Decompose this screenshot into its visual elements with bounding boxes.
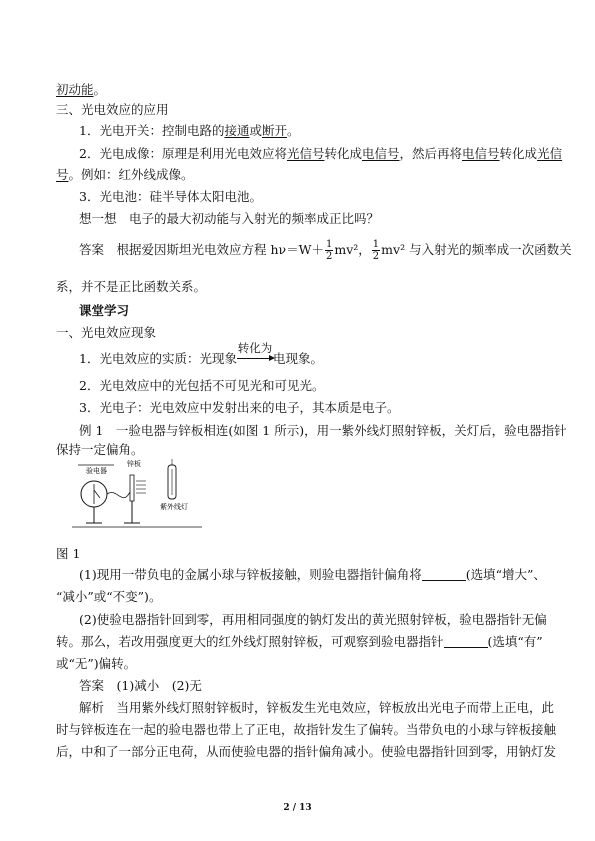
think-answer-cont: 系，并不是正比函数关系。 <box>56 279 207 294</box>
analysis-text: 解析 当用紫外线灯照射锌板时，锌板发生光电效应，锌板放出光电子而带上正电，此 <box>79 700 555 715</box>
example-1-text: 例 1 一验电器与锌板相连(如图 1 所示)，用一紫外线灯照射锌板，关灯后，验电器指针 <box>79 423 567 438</box>
analysis-text-cont2: 后，中和了一部分正电荷，从而使验电器的指针偏角减小。使验电器指针回到零，用钠灯发 <box>56 744 557 759</box>
page-number: 2 / 13 <box>283 803 312 813</box>
example-answer: 答案 (1)减小 (2)无 <box>79 678 202 693</box>
section-title-class-study: 课堂学习 <box>79 303 130 318</box>
item-light-types: 2．光电效应中的光包括不可见光和可见光。 <box>79 378 325 393</box>
figure-caption: 图 1 <box>56 546 81 561</box>
item-essence: 1．光电效应的实质：光现象 转化为 电现象。 <box>79 341 323 366</box>
question-2-cont: 转。那么，若改用强度更大的红外线灯照射锌板，可观察到验电器指针 (选填“有” <box>56 634 543 649</box>
think-answer: 答案 根据爱因斯坦光电效应方程 hν＝W＋ $\frac{1}{2}$ mv²， $\frac{1}{2}$ mv² 与入射光的频率成一次函数关 <box>79 239 572 262</box>
answer-blank[interactable] <box>444 635 488 648</box>
think-question: 想一想 电子的最大初动能与入射光的频率成正比吗？ <box>79 211 380 226</box>
line-continuation: 初动能。 <box>56 82 107 97</box>
item-photoelectric-imaging: 2．光电成像：原理是利用光电效应将光信号转化成电信号，然后再将电信号转化成光信 <box>79 146 563 161</box>
electroscope-label: 验电器 <box>86 467 107 475</box>
item-photocell: 3．光电池：硅半导体太阳电池。 <box>79 189 262 204</box>
item-photoelectric-switch: 1．光电开关：控制电路的接通或断开。 <box>79 123 300 138</box>
question-2: (2)使验电器指针回到零，再用相同强度的钠灯发出的黄光照射锌板，验电器指针无偏 <box>79 612 547 627</box>
conversion-arrow: 转化为 <box>237 350 273 368</box>
analysis-text-cont: 时与锌板连在一起的验电器也带上了正电，故指针发生了偏转。当带负电的小球与锌板接触 <box>56 722 557 737</box>
question-1: (1)现用一带负电的金属小球与锌板接触，则验电器指针偏角将 (选填“增大”、 <box>79 567 546 582</box>
question-2-cont2: 或“无”)偏转。 <box>56 656 137 671</box>
item-photoelectron: 3．光电子：光电效应中发射出来的电子，其本质是电子。 <box>79 400 400 415</box>
figure-1-apparatus <box>72 457 202 537</box>
section-heading-applications: 三、光电效应的应用 <box>56 102 169 117</box>
fraction: $\frac{1}{2}$ <box>325 239 333 262</box>
uv-lamp-label: 紫外线灯 <box>160 503 188 511</box>
section-heading-phenomenon: 一、光电效应现象 <box>56 325 157 340</box>
question-1-cont: “减小”或“不变”)。 <box>56 589 162 604</box>
answer-blank[interactable] <box>422 568 466 581</box>
zinc-plate-label: 锌板 <box>127 460 141 468</box>
fraction: $\frac{1}{2}$ <box>372 239 380 262</box>
item-photoelectric-imaging-cont: 号。例如：红外线成像。 <box>56 167 194 182</box>
example-1-text-cont: 保持一定偏角。 <box>56 442 144 457</box>
